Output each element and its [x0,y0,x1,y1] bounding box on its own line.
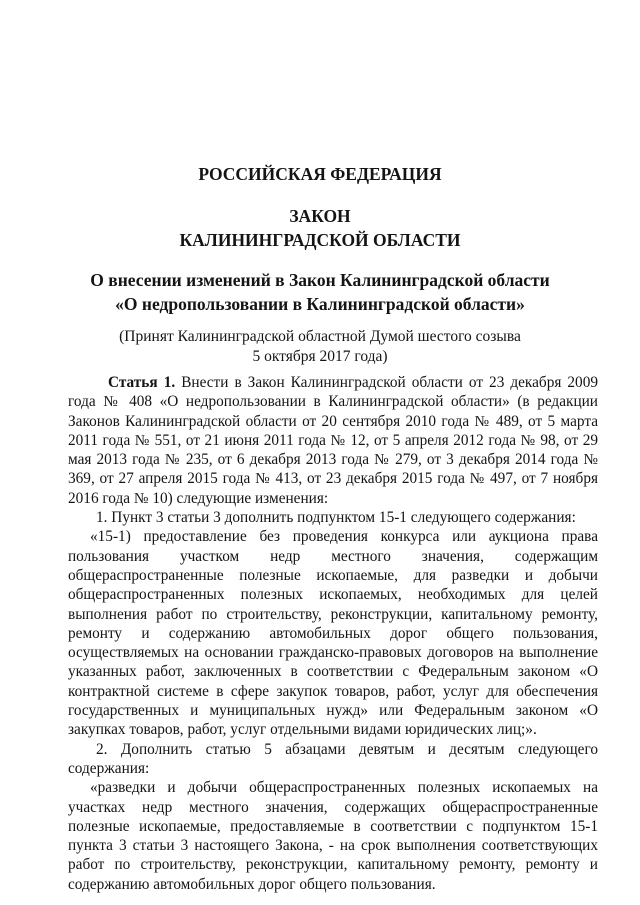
item2-text: «разведки и добычи общераспространенных полезных ископаемых на участках недр местного значения, содержащих общераспространенные полезные ископаемые, предоставляемые в соответствии с подпунктом 15-1 пункта 3 статьи 3 настоящего Закона, - на срок выполнения соответствующих работ по строительству, реконструкции, капитальному ремонту, ремонту и содержанию автомобильных дорог общего пользования. [68,779,598,893]
item1-text: «15-1) предоставление без проведения конкурса или аукциона права пользования участком недр местного значения, содержащим общераспространенные полезные ископаемые, для разведки и добычи общераспространенных полезных ископаемых, необходимых для целей выполнения работ по строительству, реконструкции, капитальному ремонту, ремонту и содержанию автомобильных дорог общего пользования, осуществляемых на основании гражданско-правовых договоров на выполнение указанных работ, заключенных в соответствии с Федеральным законом «О контрактной системе в сфере закупок товаров, работ, услуг для обеспечения государственных и муниципальных нужд» или Федеральным законом «О закупках товаров, работ, услуг отдельными видами юридических лиц;». [68,528,598,739]
doc-type-heading: ЗАКОН [289,206,351,226]
item1-heading: 1. Пункт 3 статьи 3 дополнить подпунктом 15-1 следующего содержания: [96,509,576,527]
adopted-note-line2: 5 октября 2017 года) [252,348,388,365]
article1-label: Статья 1. [108,374,176,391]
adopted-note-line1: (Принят Калининградской областной Думой шестого созыва [119,328,521,345]
article1-intro: Внести в Закон Калининградской области от 23 декабря 2009 года № 408 «О недропользовании в Калининградской области» (в редакции Законов Калининградской области от 20 сентября 2010 года № 489, от 5 марта 2011 года № 551, от 21 июня 2011 года № 12, от 5 апреля 2012 года № 98, от 29 мая 2013 года № 235, от 6 декабря 2013 года № 279, от 3 декабря 2014 года № 369, от 27 апреля 2015 года № 413, от 23 декабря 2015 года № 497, от 7 ноября 2016 года № 10) следующие изменения: [68,374,598,507]
law-title-line1: О внесении изменений в Закон Калининградской области [90,270,550,290]
law-title-line2: «О недропользовании в Калининградской области» [115,294,525,314]
region-heading: КАЛИНИНГРАДСКОЙ ОБЛАСТИ [179,230,461,250]
article1-intro-paragraph [68,373,598,508]
country-heading: РОССИЙСКАЯ ФЕДЕРАЦИЯ [198,164,442,184]
article-body [68,373,598,894]
item2-heading: 2. Дополнить статью 5 абзацами девятым и десятым следующего содержания: [68,740,598,777]
